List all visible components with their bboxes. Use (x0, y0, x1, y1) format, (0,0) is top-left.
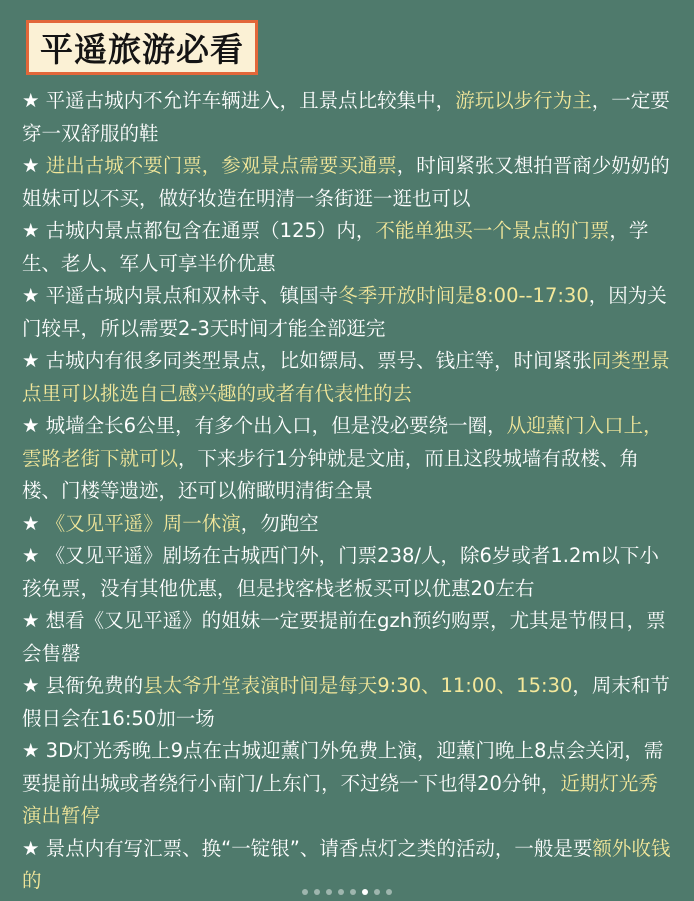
tip-item (22, 345, 676, 410)
tip-highlight-text: 不能单独买一个景点的门票 (375, 219, 610, 242)
tip-text: ★ 古城内有很多同类型景点，比如镖局、票号、钱庄等，时间紧张 (22, 349, 592, 372)
tip-highlight-text: 额外收钱的 (22, 836, 671, 892)
tip-text: ★ 《又见平遥》剧场在古城西门外，门票238/人，除6岁或者1.2m以下小孩免票，没有其他优惠，但是找客栈老板买可以优惠20左右 (22, 544, 659, 600)
tip-text: ★ 县衙免费的 (22, 674, 144, 697)
tip-highlight-text: 进出古城不要门票，参观景点需要买通票 (45, 154, 397, 177)
tip-item (22, 605, 676, 670)
tip-text: ，因为关门较早，所以需要2-3天时间才能全部逛完 (22, 284, 667, 340)
tip-item (22, 410, 676, 508)
tip-highlight-text: 近期灯光秀演出暂停 (22, 771, 658, 827)
title-banner (26, 20, 258, 75)
tip-item (22, 280, 676, 345)
tip-highlight-text: 同类型景点里可以挑选自己感兴趣的或者有代表性的去 (22, 349, 670, 405)
tip-highlight-text: 《又见平遥》周一休演 (45, 511, 241, 535)
page-title: 平遥旅游必看 (40, 30, 244, 69)
page-indicator[interactable] (0, 889, 694, 895)
tip-highlight-text: 冬季开放时间是8:00--17:30 (338, 284, 589, 307)
tip-text: ★ 城墙全长6公里，有多个出入口，但是没必要绕一圈， (22, 414, 507, 437)
tip-item (22, 215, 676, 280)
page-dot-active[interactable] (362, 889, 368, 895)
tip-text: ，时间紧张又想拍晋商少奶奶的姐妹可以不买，做好妆造在明清一条街逛一逛也可以 (22, 154, 670, 210)
tip-highlight-text: 从迎薰门入口上，雲路老街下就可以 (22, 414, 663, 470)
tip-text: ，勿跑空 (240, 511, 319, 535)
page-dot[interactable] (326, 889, 332, 895)
tip-text: ，周末和节假日会在16:50加一场 (22, 674, 670, 730)
tip-item (22, 150, 676, 215)
page-dot[interactable] (374, 889, 380, 895)
tip-text: ★ 3D灯光秀晚上9点在古城迎薰门外免费上演，迎薰门晚上8点会关闭，需要提前出城或者绕行小南门/上东门，不过绕一下也得20分钟， (22, 739, 664, 795)
tip-highlight-text: 游玩以步行为主 (455, 89, 592, 112)
tip-text: ，一定要穿一双舒服的鞋 (22, 89, 670, 145)
tip-item (22, 85, 676, 150)
tip-text: ★ 平遥古城内不允许车辆进入，且景点比较集中， (22, 89, 456, 112)
tip-item (22, 833, 676, 898)
tip-text: ★ 古城内景点都包含在通票（125）内， (22, 219, 376, 242)
tip-highlight-text: 县太爷升堂表演时间是每天9:30、11:00、15:30 (143, 674, 573, 697)
tip-item (22, 670, 676, 735)
tip-text: ★ (22, 511, 46, 535)
tip-text: ★ (22, 154, 46, 177)
page-dot[interactable] (314, 889, 320, 895)
tip-text: ，学生、老人、军人可享半价优惠 (22, 219, 649, 275)
tips-list (22, 85, 676, 898)
tip-text: ★ 平遥古城内景点和双林寺、镇国寺 (22, 284, 339, 307)
tip-item (22, 508, 676, 541)
page-dot[interactable] (386, 889, 392, 895)
tip-text: ★ 想看《又见平遥》的姐妹一定要提前在gzh预约购票，尤其是节假日，票会售罄 (22, 609, 666, 665)
tip-text: ，下来步行1分钟就是文庙，而且这段城墙有敌楼、角楼、门楼等遗迹，还可以俯瞰明清街全景 (22, 446, 639, 502)
page-dot[interactable] (302, 889, 308, 895)
page-dot[interactable] (350, 889, 356, 895)
page-dot[interactable] (338, 889, 344, 895)
tip-item (22, 735, 676, 833)
tip-item (22, 540, 676, 605)
tip-text: ★ 景点内有写汇票、换“一锭银”、请香点灯之类的活动，一般是要 (22, 836, 593, 860)
